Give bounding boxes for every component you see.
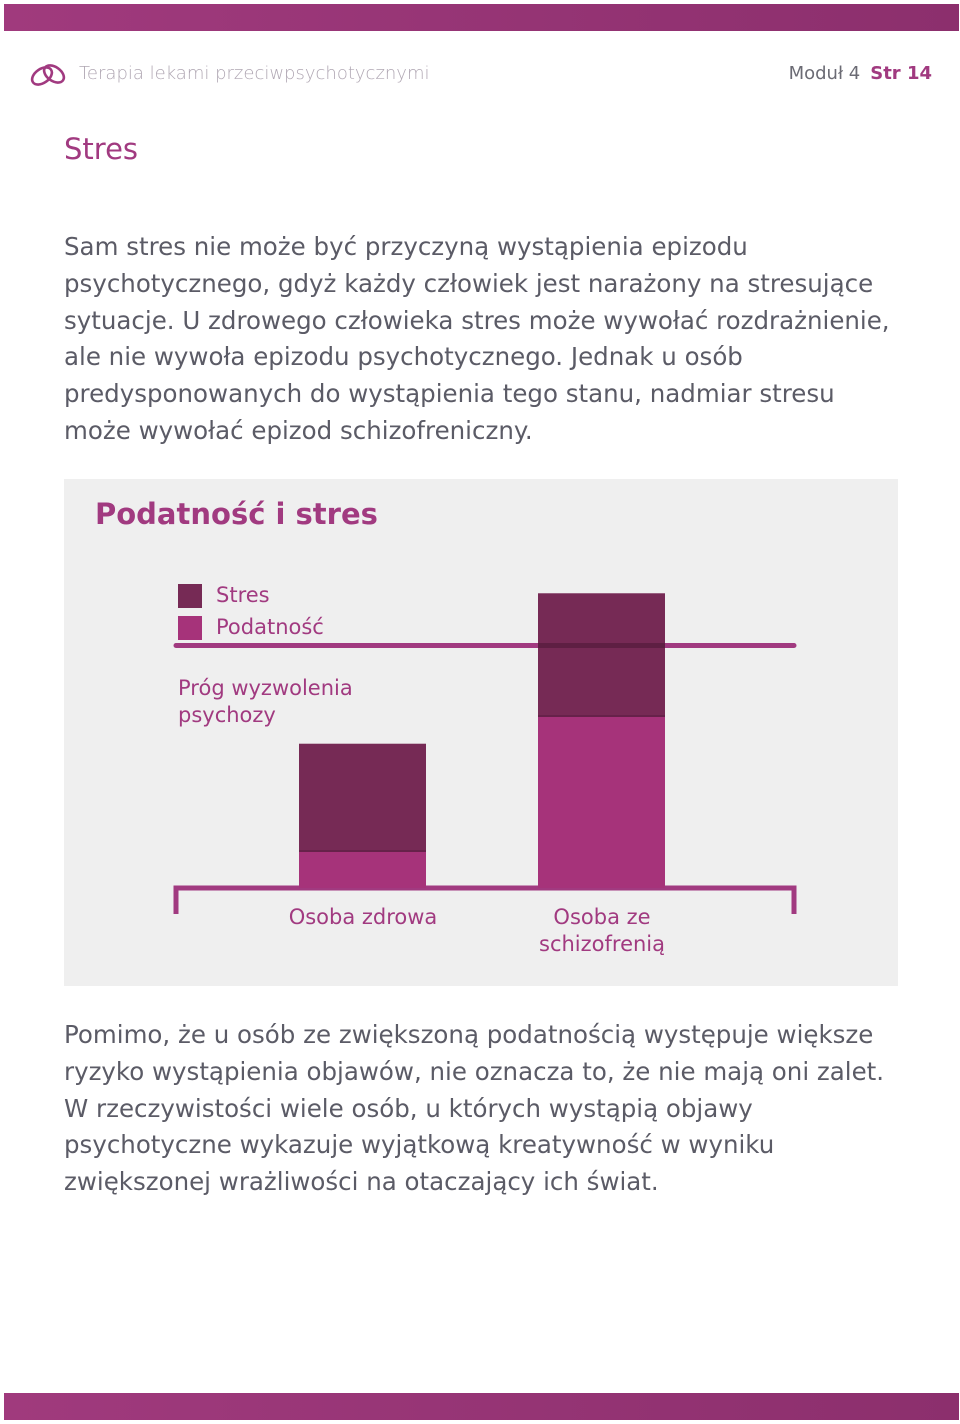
document-title: Terapia lekami przeciwpsychotycznymi [79, 63, 430, 84]
chart-plot [64, 479, 898, 986]
intro-paragraph: Sam stres nie może być przyczyną wystąpienia epizodu psychotycznego, gdyż każdy człowiek jest narażony na stresujące sytuacje. U zdrowego człowieka stres może wywołać rozdrażnienie, ale nie wywoła epizodu psychotycznego. Jednak u osób predysponowanych do wystąpienia tego stanu, nadmiar stresu może wywołać epizod schizofreniczny. [64, 232, 890, 445]
module-indicator [789, 63, 932, 84]
category-label-healthy: Osoba zdrowa [288, 905, 438, 929]
legend-label-stress: Stres [216, 583, 270, 607]
bar-stress-healthy [299, 744, 426, 851]
threshold-label: Próg wyzwolenia psychozy [178, 676, 353, 727]
category-label-schizophrenia: Osoba ze schizofrenią [539, 905, 665, 956]
page-header [28, 56, 932, 92]
top-band [4, 4, 959, 31]
closing-paragraph: Pomimo, że u osób ze zwiększoną podatnością występuje większe ryzyko wystąpienia objawów, nie oznacza to, że nie mają oni zalet. W rzeczywistości wiele osób, u których wystąpią objawy psychotyczne wykazuje wyjątkową kreatywność w wyniku zwiększonej wrażliwości na otaczający ich świat. [64, 1020, 885, 1197]
bar-susceptibility-schizophrenia [538, 716, 665, 888]
chart-panel [64, 479, 898, 986]
module-label: Moduł 4 [788, 63, 861, 84]
section-title: Stres [64, 132, 139, 166]
bar-susceptibility-healthy [299, 851, 426, 888]
legend-label-susceptibility: Podatność [216, 615, 324, 639]
bar-stress-schizophrenia [538, 593, 665, 716]
bottom-band [4, 1393, 959, 1420]
pill-logo-icon [28, 56, 70, 92]
chart-title: Podatność i stres [95, 497, 378, 531]
page-number: Str 14 [870, 63, 932, 84]
